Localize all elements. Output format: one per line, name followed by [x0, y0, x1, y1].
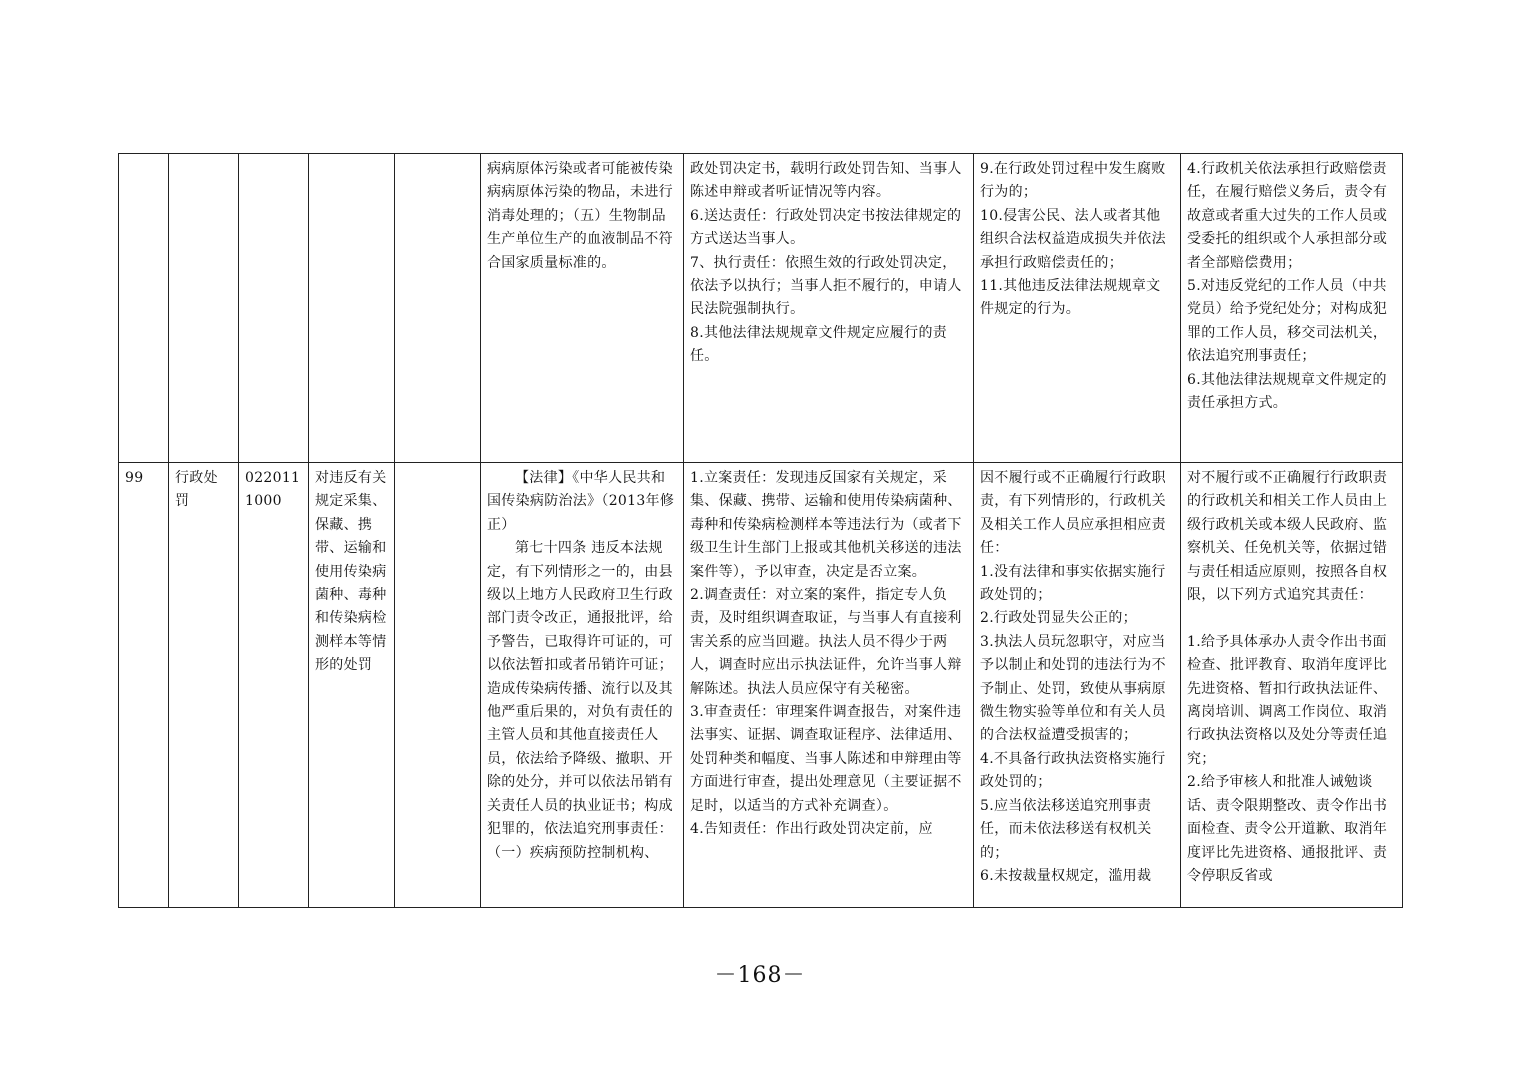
accountability-cases: 9.在行政处罚过程中发生腐败行为的； 10.侵害公民、法人或者其他组织合法权益造成损失并依法承担行政赔偿责任的； 11.其他违反法律法规规章文件规定的行为。 [974, 154, 1181, 463]
law-title: 【法律】《中华人民共和国传染病防治法》（2013年修正） [487, 470, 675, 533]
accountability-cases: 因不履行或不正确履行行政职责，有下列情形的，行政机关及相关工作人员应承担相应责任： 1.没有法律和事实依据实施行政处罚的； 2.行政处罚显失公正的； 3.执法人员玩忽职守，对应当予以制止和处罚的违法行为不予制止、处罚，致使从事病原微生物实验等单位和有关人员的合法权益遭受损害的； 4.不具备行政执法资格实施行政处罚的； 5.应当依法移送追究刑事责任，而未依法移送有权机关的； 6.未按裁量权规定，滥用裁 [974, 463, 1181, 908]
table-row [119, 463, 1403, 908]
item-category: 行政处罚 [169, 463, 239, 908]
law-article: 第七十四条 违反本法规定，有下列情形之一的，由县级以上地方人民政府卫生行政部门责令改正，通报批评，给予警告，已取得许可证的，可以依法暂扣或者吊销许可证；造成传染病传播、流行以及其他严重后果的，对负有责任的主管人员和其他直接责任人员，依法给予降级、撤职、开除的处分，并可以依法吊销有关责任人员的执业证书；构成犯罪的，依法追究刑事责任：（一）疾病预防控制机构、 [487, 540, 673, 861]
item-sub [395, 463, 481, 908]
legal-basis: 病病原体污染或者可能被传染病病原体污染的物品，未进行消毒处理的；（五）生物制品生产单位生产的血液制品不符合国家质量标准的。 [481, 154, 684, 463]
item-number [119, 154, 169, 463]
table-row [119, 154, 1403, 463]
accountability-methods: 4.行政机关依法承担行政赔偿责任，在履行赔偿义务后，责令有故意或者重大过失的工作人员或受委托的组织或个人承担部分或者全部赔偿费用； 5.对违反党纪的工作人员（中共党员）给予党纪处分；对构成犯罪的工作人员，移交司法机关，依法追究刑事责任； 6.其他法律法规规章文件规定的责任承担方式。 [1181, 154, 1403, 463]
page-number: －168－ [714, 963, 806, 988]
item-number: 99 [119, 463, 169, 908]
accountability-methods: 对不履行或不正确履行行政职责的行政机关和相关工作人员由上级行政机关或本级人民政府、监察机关、任免机关等，依据过错与责任相适应原则，按照各自权限，以下列方式追究其责任： 1.给予具体承办人责令作出书面检查、批评教育、取消年度评比先进资格、暂扣行政执法证件、离岗培训、调离工作岗位、取消行政执法资格以及处分等责任追究； 2.给予审核人和批准人诫勉谈话、责令限期整改、责令作出书面检查、责令公开道歉、取消年度评比先进资格、通报批评、责令停职反省或 [1181, 463, 1403, 908]
responsibility-items: 政处罚决定书，载明行政处罚告知、当事人陈述申辩或者听证情况等内容。 6.送达责任：行政处罚决定书按法律规定的方式送达当事人。 7、执行责任：依照生效的行政处罚决定，依法予以执行；当事人拒不履行的，申请人民法院强制执行。 8.其他法律法规规章文件规定应履行的责任。 [684, 154, 974, 463]
legal-basis [481, 463, 684, 908]
item-name: 对违反有关规定采集、保藏、携带、运输和使用传染病菌种、毒种和传染病检测样本等情形的处罚 [309, 463, 395, 908]
item-sub [395, 154, 481, 463]
item-name [309, 154, 395, 463]
item-category [169, 154, 239, 463]
responsibility-items: 1.立案责任：发现违反国家有关规定，采集、保藏、携带、运输和使用传染病菌种、毒种和传染病检测样本等违法行为（或者下级卫生计生部门上报或其他机关移送的违法案件等），予以审查，决定是否立案。 2.调查责任：对立案的案件，指定专人负责，及时组织调查取证，与当事人有直接利害关系的应当回避。执法人员不得少于两人，调查时应出示执法证件，允许当事人辩解陈述。执法人员应保守有关秘密。 3.审查责任：审理案件调查报告，对案件违法事实、证据、调查取证程序、法律适用、处罚种类和幅度、当事人陈述和申辩理由等方面进行审查，提出处理意见（主要证据不足时，以适当的方式补充调查）。 4.告知责任：作出行政处罚决定前，应 [684, 463, 974, 908]
item-code [239, 154, 309, 463]
responsibility-table [118, 153, 1403, 908]
item-code: 0220111000 [239, 463, 309, 908]
